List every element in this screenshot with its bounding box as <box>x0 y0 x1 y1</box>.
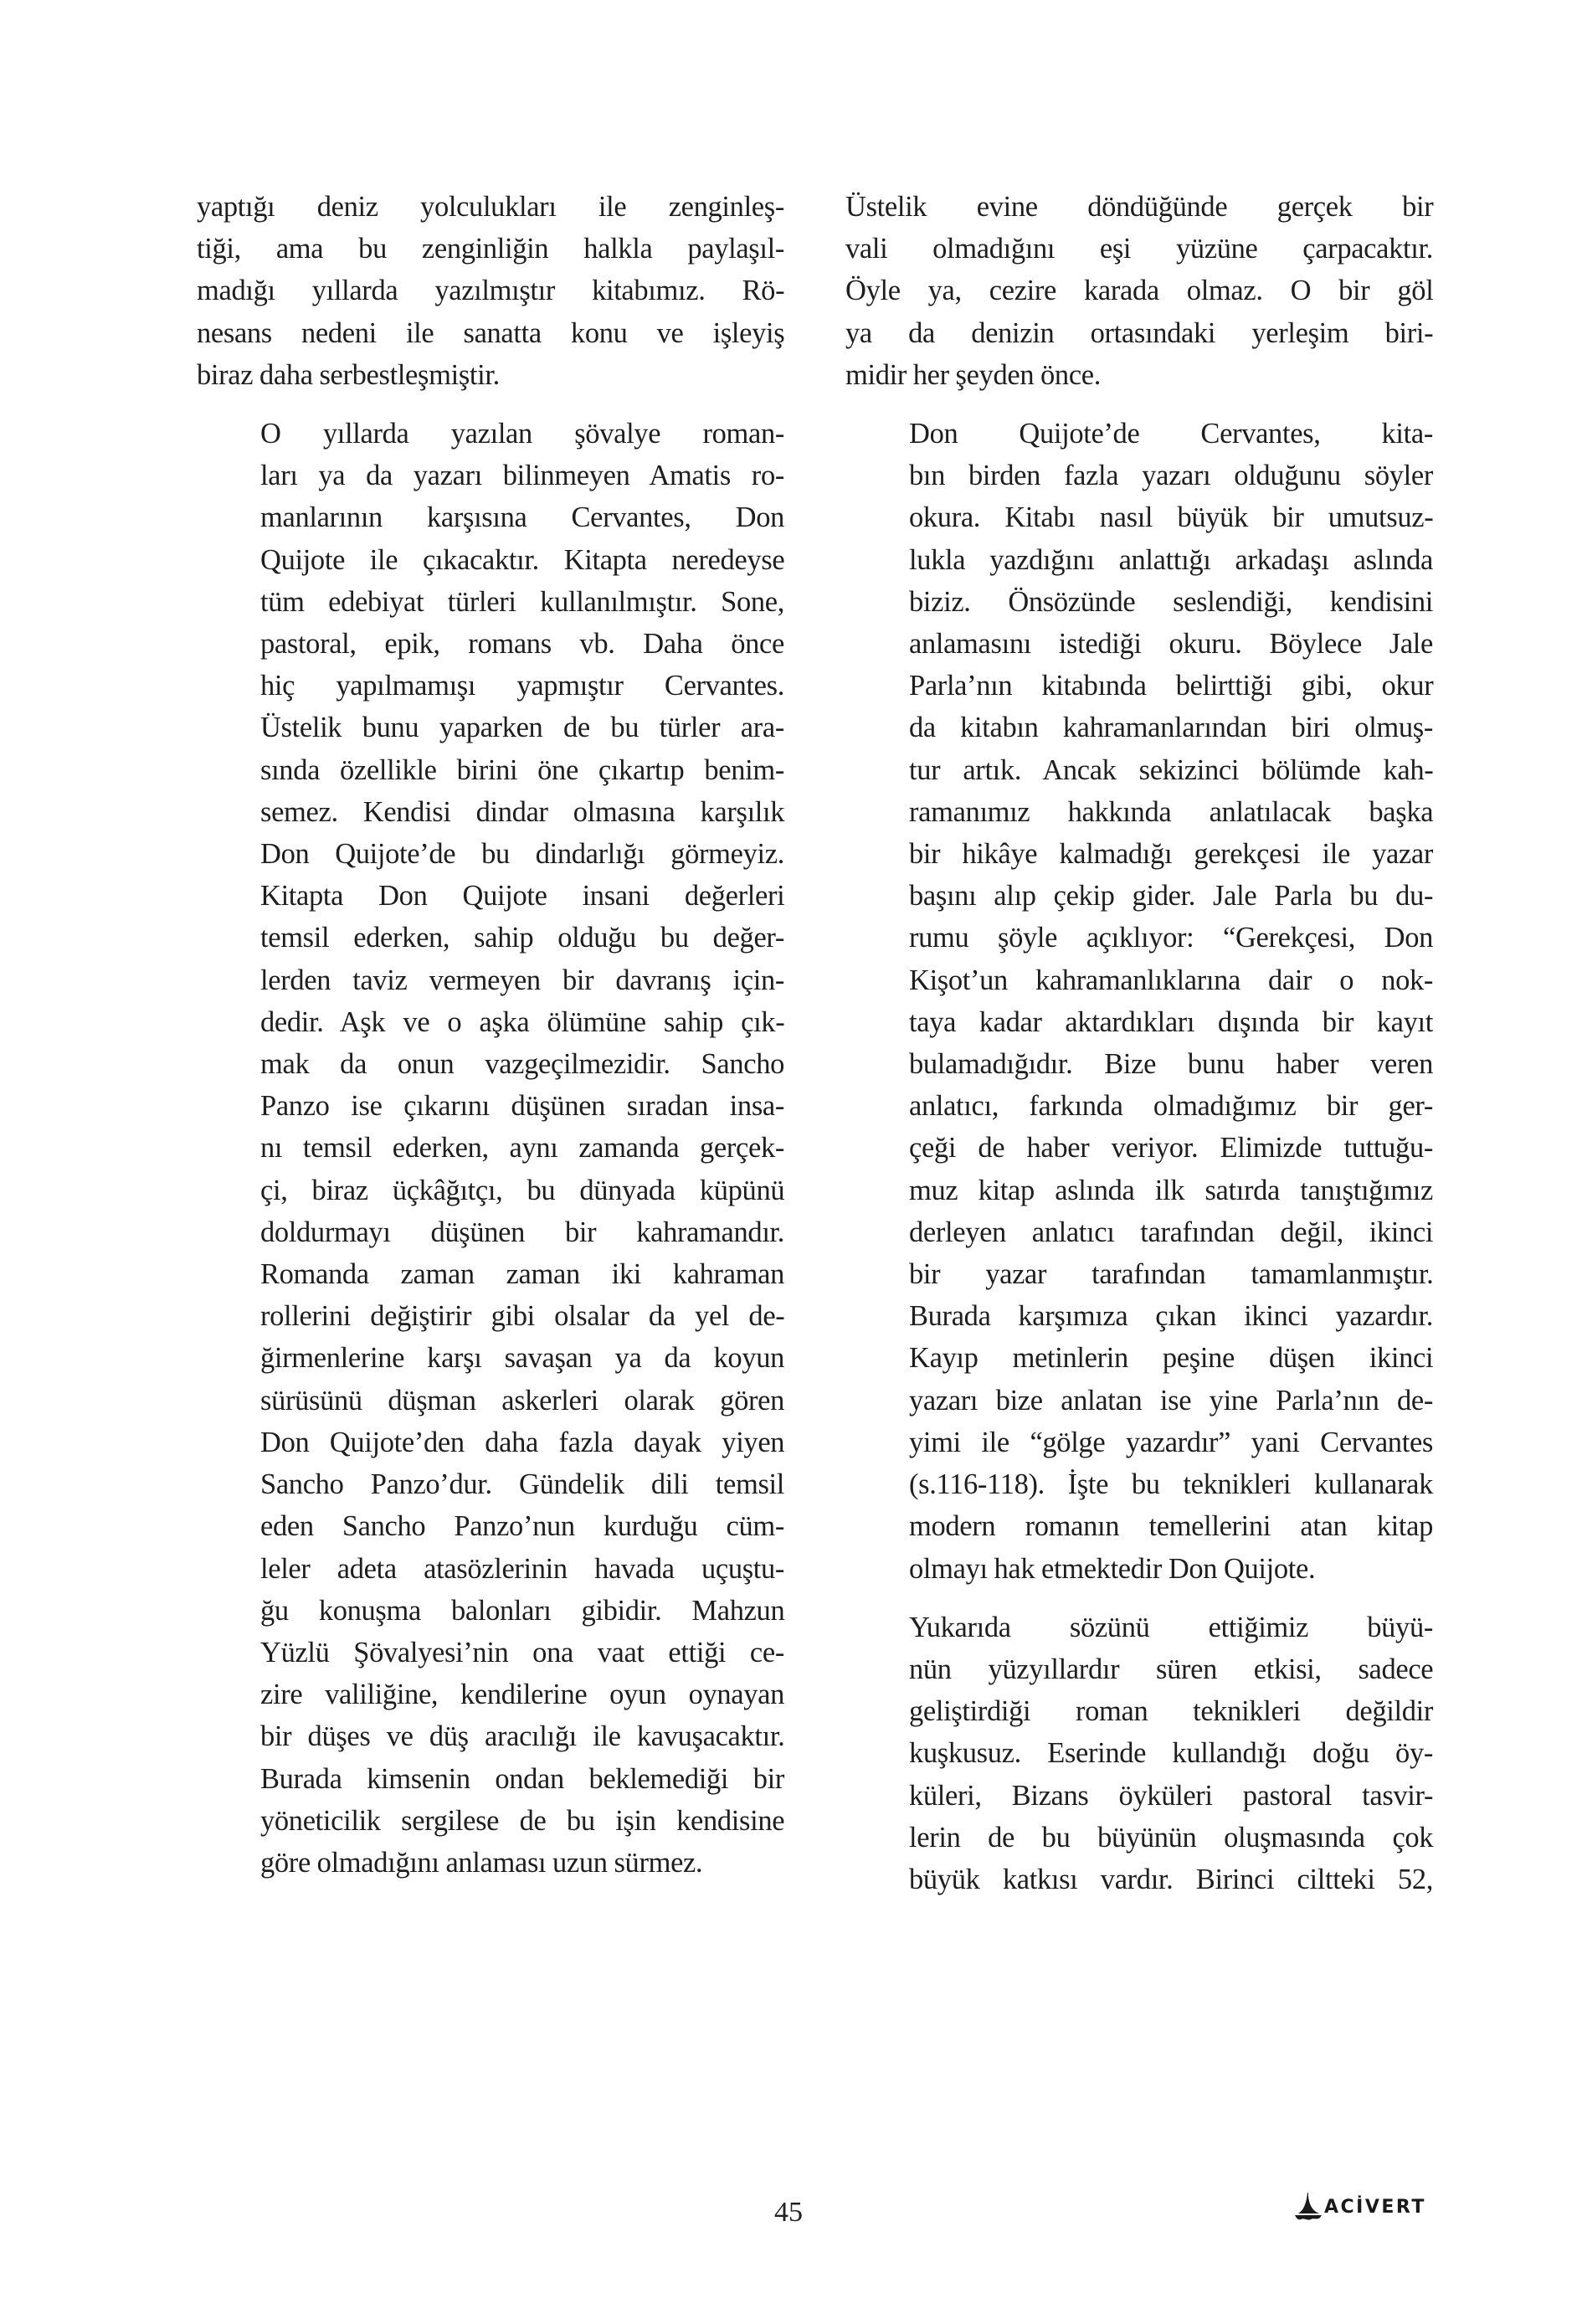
text-line: bir hikâye kalmadığı gerekçesi ile yazar <box>909 838 1433 871</box>
text-line: Don Quijote’de Cervantes, kita- <box>909 418 1433 450</box>
text-line: Don Quijote’den daha fazla dayak yiyen <box>260 1426 785 1458</box>
text-line: semez. Kendisi dindar olmasına karşılık <box>260 795 785 828</box>
text-line: bulamadığıdır. Bize bunu haber veren <box>909 1048 1433 1081</box>
text-line: ğu konuşma balonları gibidir. Mahzun <box>260 1594 785 1627</box>
text-line: lerden taviz vermeyen bir davranış için- <box>260 964 784 996</box>
text-line: doldurmayı düşünen bir kahramandır. <box>260 1216 785 1248</box>
text-line: Yukarıda sözünü ettiğimiz büyü- <box>909 1611 1433 1643</box>
text-line: yimi ile “gölge yazardır” yani Cervantes <box>909 1426 1433 1458</box>
text-line: yöneticilik sergilese de bu işin kendisine <box>260 1804 785 1837</box>
text-line: muz kitap aslında ilk satırda tanıştığımız <box>909 1174 1433 1206</box>
text-line: modern romanın temellerini atan kitap <box>909 1510 1433 1543</box>
publisher-name: ACİVERT <box>1324 2197 1426 2218</box>
text-line: başını alıp çekip gider. Jale Parla bu du- <box>909 880 1434 913</box>
text-line: Sancho Panzo’dur. Gündelik dili temsil <box>260 1468 785 1501</box>
text-line: da kitabın kahramanlarından biri olmuş- <box>909 712 1434 744</box>
text-line: okura. Kitabı nasıl büyük bir umutsuz- <box>909 501 1434 534</box>
text-line: küleri, Bizans öyküleri pastoral tasvir- <box>909 1779 1434 1812</box>
text-line: dedir. Aşk ve o aşka ölümüne sahip çık- <box>260 1005 785 1038</box>
text-line: Kitapta Don Quijote insani değerleri <box>260 880 785 913</box>
text-line: tüm edebiyat türleri kullanılmıştır. Sone, <box>260 585 784 618</box>
text-line: büyük katkısı vardır. Birinci ciltteki 52, <box>909 1863 1433 1895</box>
text-line: leler adeta atasözlerinin havada uçuştu- <box>260 1552 785 1585</box>
right-text-column <box>845 186 1433 1917</box>
text-line: anlamasını istediği okuru. Böylece Jale <box>909 628 1433 661</box>
text-line: yaptığı deniz yolculukları ile zenginleş- <box>197 191 784 223</box>
text-line: nesans nedeni ile sanatta konu ve işleyiş <box>197 316 785 349</box>
text-line: manlarının karşısına Cervantes, Don <box>260 501 784 534</box>
text-line: nün yüzyıllardır süren etkisi, sadece <box>909 1653 1434 1685</box>
publisher-logo <box>1294 2192 1426 2222</box>
text-line: vali olmadığını eşi yüzüne çarpacaktır. <box>845 233 1433 265</box>
text-line: bın birden fazla yazarı olduğunu söyler <box>909 460 1433 492</box>
text-line: rollerini değiştirir gibi olsalar da yel de- <box>260 1300 785 1333</box>
text-line: taya kadar aktardıkları dışında bir kayıt <box>909 1005 1433 1038</box>
text-line: zire valiliğine, kendilerine oyun oynayan <box>260 1679 784 1711</box>
page-number: 45 <box>774 2197 803 2228</box>
text-line: temsil ederken, sahip olduğu bu değer- <box>260 922 784 954</box>
text-line: nı temsil ederken, aynı zamanda gerçek- <box>260 1132 784 1165</box>
text-line: (s.116-118). İşte bu teknikleri kullanarak <box>909 1468 1433 1501</box>
text-line: çeği de haber veriyor. Elimizde tuttuğu- <box>909 1132 1433 1165</box>
text-line: Romanda zaman zaman iki kahraman <box>260 1258 785 1291</box>
text-line: hiç yapılmamışı yapmıştır Cervantes. <box>260 670 784 702</box>
paragraph <box>845 413 1433 1590</box>
text-line: Kişot’un kahramanlıklarına dair o nok- <box>909 964 1434 996</box>
text-line: mak da onun vazgeçilmezidir. Sancho <box>260 1048 784 1081</box>
text-line: madığı yıllarda yazılmıştır kitabımız. Rö- <box>197 275 785 307</box>
text-line: Öyle ya, cezire karada olmaz. O bir göl <box>845 275 1434 307</box>
text-line: biraz daha serbestleşmiştir. <box>197 358 500 391</box>
text-line: tur artık. Ancak sekizinci bölümde kah- <box>909 753 1434 786</box>
text-line: bir düşes ve düş aracılığı ile kavuşacaktır. <box>260 1720 785 1753</box>
text-line: Yüzlü Şövalyesi’nin ona vaat ettiği ce- <box>260 1636 784 1668</box>
text-line: geliştirdiği roman teknikleri değildir <box>909 1695 1433 1728</box>
text-line: olmayı hak etmektedir Don Quijote. <box>909 1552 1316 1585</box>
text-line: ğirmenlerine karşı savaşan ya da koyun <box>260 1342 784 1375</box>
paragraph <box>845 1607 1433 1900</box>
text-line: rumu şöyle açıklıyor: “Gerekçesi, Don <box>909 922 1433 954</box>
left-text-column <box>197 186 784 1900</box>
text-line: ramanımız hakkında anlatılacak başka <box>909 795 1434 828</box>
text-line: Kayıp metinlerin peşine düşen ikinci <box>909 1342 1434 1375</box>
text-line: kuşkusuz. Eserinde kullandığı doğu öy- <box>909 1737 1433 1770</box>
sailboat-icon <box>1294 2192 1323 2222</box>
text-line: Burada kimsenin ondan beklemediği bir <box>260 1762 784 1795</box>
text-line: Üstelik bunu yaparken de bu türler ara- <box>260 712 784 744</box>
text-line: sürüsünü düşman askerleri olarak gören <box>260 1384 784 1417</box>
text-line: eden Sancho Panzo’nun kurduğu cüm- <box>260 1510 784 1543</box>
text-line: midir her şeyden önce. <box>845 358 1102 391</box>
text-line: Üstelik evine döndüğünde gerçek bir <box>845 191 1434 223</box>
text-line: Burada karşımıza çıkan ikinci yazardır. <box>909 1300 1433 1333</box>
text-line: derleyen anlatıcı tarafından değil, ikinci <box>909 1216 1434 1248</box>
text-line: pastoral, epik, romans vb. Daha önce <box>260 628 784 661</box>
paragraph <box>845 186 1433 396</box>
text-line: ya da denizin ortasındaki yerleşim biri- <box>845 316 1434 349</box>
text-line: anlatıcı, farkında olmadığımız bir ger- <box>909 1090 1433 1123</box>
text-line: biziz. Önsözünde seslendiği, kendisini <box>909 585 1433 618</box>
paragraph <box>197 413 784 1884</box>
text-line: çi, biraz üçkâğıtçı, bu dünyada küpünü <box>260 1174 785 1206</box>
text-line: göre olmadığını anlaması uzun sürmez. <box>260 1846 703 1879</box>
text-line: sında özellikle birini öne çıkartıp benim- <box>260 753 784 786</box>
text-line: tiği, ama bu zenginliğin halkla paylaşıl- <box>197 233 784 265</box>
text-line: bir yazar tarafından tamamlanmıştır. <box>909 1258 1434 1291</box>
text-line: O yıllarda yazılan şövalye roman- <box>260 418 784 450</box>
text-line: Quijote ile çıkacaktır. Kitapta neredeyse <box>260 543 785 576</box>
text-line: yazarı bize anlatan ise yine Parla’nın de- <box>909 1384 1433 1417</box>
text-line: lerin de bu büyünün oluşmasında çok <box>909 1821 1434 1854</box>
text-line: ları ya da yazarı bilinmeyen Amatis ro- <box>260 460 784 492</box>
paragraph <box>197 186 784 396</box>
text-line: Don Quijote’de bu dindarlığı görmeyiz. <box>260 838 784 871</box>
text-line: lukla yazdığını anlattığı arkadaşı aslında <box>909 543 1433 576</box>
text-line: Parla’nın kitabında belirttiği gibi, okur <box>909 670 1434 702</box>
text-line: Panzo ise çıkarını düşünen sıradan insa- <box>260 1090 784 1123</box>
